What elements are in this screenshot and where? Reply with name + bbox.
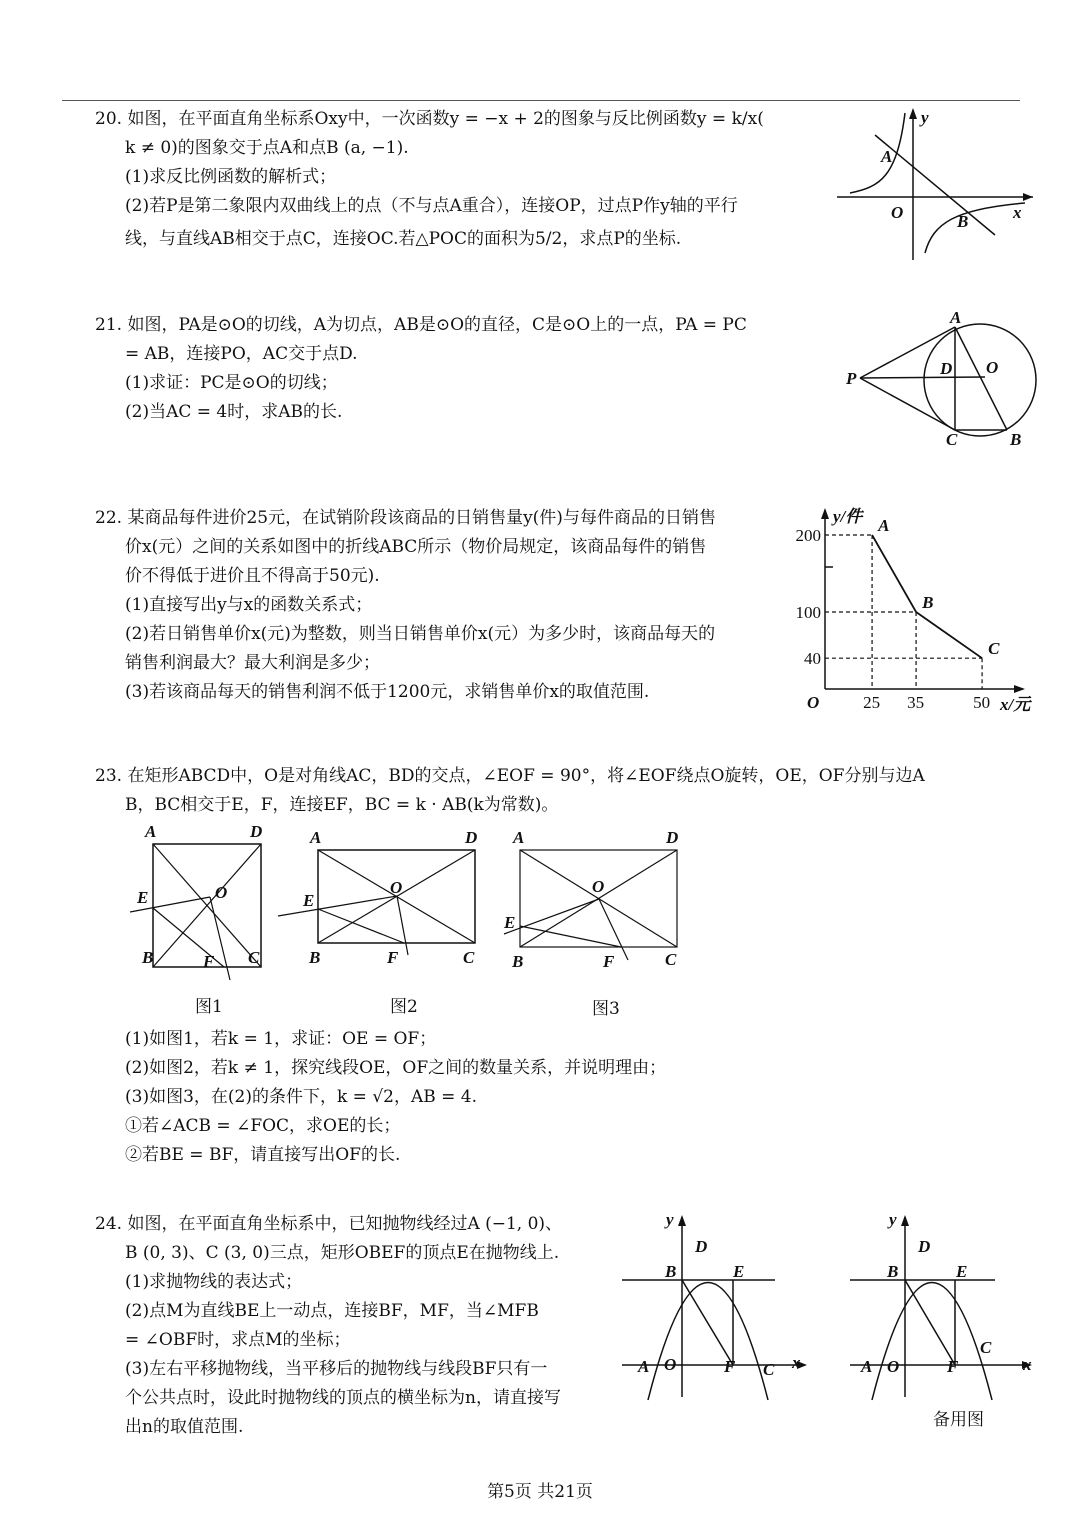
q22-y-arrow (821, 508, 829, 519)
q21-line2: = AB，连接PO，AC交于点D. (125, 344, 358, 364)
problem-23-questions (125, 1025, 666, 1170)
svg-text:D: D (465, 828, 478, 847)
svg-text:F: F (203, 952, 215, 971)
q21-pc (860, 378, 955, 430)
q22-line4: (1)直接写出y与x的函数关系式； (125, 595, 373, 615)
q22-xtick-50: 50 (973, 693, 991, 712)
q20-label-y: y (921, 108, 929, 127)
q23-fig2-caption: 图2 (390, 997, 418, 1017)
svg-text:C: C (980, 1338, 992, 1357)
q21-label-d: D (940, 359, 953, 378)
q24-parabola (648, 1283, 768, 1401)
header-rule (62, 100, 1020, 101)
svg-text:y: y (889, 1210, 897, 1229)
svg-text:O: O (215, 883, 228, 902)
q21-line1: 21. 如图，PA是⊙O的切线，A为切点，AB是⊙O的直径，C是⊙O上的一点，PA = PC (95, 315, 747, 335)
svg-text:F: F (724, 1357, 736, 1376)
svg-text:C: C (463, 948, 475, 967)
q24-figure-main (620, 1205, 820, 1405)
q22-line1: 22. 某商品每件进价25元，在试销阶段该商品的日销售量y(件)与每件商品的日销售 (95, 508, 716, 528)
q22-line6: 销售利润最大？最大利润是多少； (125, 653, 380, 673)
q23-line6: ①若∠ACB = ∠FOC，求OE的长； (125, 1116, 401, 1136)
q24-line7: 个公共点时，设此时抛物线的顶点的横坐标为n，请直接写 (125, 1388, 561, 1408)
q22-ytick-100: 100 (795, 603, 821, 622)
svg-text:D: D (666, 828, 679, 847)
q24-backup-caption: 备用图 (933, 1410, 984, 1430)
q24-line2: B (0, 3)、C (3, 0)三点，矩形OBEF的顶点E在抛物线上. (125, 1243, 560, 1263)
svg-text:B: B (142, 948, 154, 967)
q20-line5: 线，与直线AB相交于点C，连接OC.若△POC的面积为5/2，求点P的坐标. (125, 229, 682, 249)
svg-text:C: C (665, 950, 677, 969)
q24-line4: (2)点M为直线BE上一动点，连接BF，MF，当∠MFB (125, 1301, 539, 1321)
q23-line3: (1)如图1，若k = 1，求证：OE = OF； (125, 1029, 437, 1049)
q20-hyperbola-right (925, 203, 1025, 253)
svg-text:F: F (387, 948, 399, 967)
q23-line2: B，BC相交于E，F，连接EF，BC = k · AB(k为常数)。 (125, 795, 559, 815)
svg-text:A: A (861, 1357, 873, 1376)
q21-line3: (1)求证：PC是⊙O的切线； (125, 373, 338, 393)
svg-text:B: B (665, 1262, 677, 1281)
q22-guides (825, 535, 982, 689)
q20-line2: k ≠ 0)的图象交于点A和点B (a, −1). (125, 138, 409, 158)
q20-y-arrow (909, 108, 917, 119)
q24-line1: 24. 如图，在平面直角坐标系中，已知抛物线经过A (−1, 0)、 (95, 1214, 563, 1234)
q23-line5: (3)如图3，在(2)的条件下，k = √2，AB = 4. (125, 1087, 478, 1107)
svg-text:F: F (947, 1357, 959, 1376)
q23-line4: (2)如图2，若k ≠ 1，探究线段OE，OF之间的数量关系，并说明理由； (125, 1058, 667, 1078)
q24-line8: 出n的取值范围. (125, 1417, 244, 1437)
q22-xtick-25: 25 (863, 693, 881, 712)
svg-text:D: D (695, 1237, 708, 1256)
svg-text:E: E (137, 888, 149, 907)
svg-text:x: x (1023, 1355, 1032, 1374)
svg-text:O: O (390, 878, 403, 897)
svg-text:B: B (887, 1262, 899, 1281)
q22-point-label-A: A (878, 516, 890, 535)
q21-label-a: A (950, 308, 962, 327)
problem-20 (95, 105, 764, 254)
q24-line5: = ∠OBF时，求点M的坐标； (125, 1330, 351, 1350)
q22-xtick-35: 35 (907, 693, 925, 712)
q24-line6: (3)左右平移抛物线，当平移后的抛物线与线段BF只有一 (125, 1359, 548, 1379)
q22-x-arrow (1014, 685, 1025, 693)
q22-point-label-C: C (988, 639, 1000, 659)
q21-ab (955, 327, 1007, 430)
q24-figure-backup (845, 1205, 1045, 1435)
svg-text:O: O (592, 877, 605, 896)
q22-ylabel: y/件 (833, 507, 863, 526)
svg-text:B: B (309, 948, 321, 967)
q23-fig2 (278, 828, 477, 1017)
q20-label-o: O (891, 203, 904, 222)
q22-labels (796, 516, 1001, 712)
svg-text:E: E (504, 913, 516, 932)
q20-label-a: A (881, 147, 893, 166)
svg-text:E: E (303, 891, 315, 910)
q22-line3: 价不得低于进价且不得高于50元). (125, 566, 380, 586)
q21-label-p: P (846, 369, 857, 388)
q22-ytick-200: 200 (795, 526, 821, 545)
q20-figure (835, 105, 1035, 265)
q22-origin-label: O (807, 693, 820, 712)
q22-chart (785, 500, 1045, 720)
svg-text:A: A (638, 1357, 650, 1376)
q20-line4: (2)若P是第二象限内双曲线上的点（不与点A重合），连接OP，过点P作y轴的平行 (125, 196, 738, 216)
q21-label-o: O (986, 358, 999, 377)
svg-text:C: C (248, 948, 260, 967)
q20-line1: 20. 如图，在平面直角坐标系Oxy中，一次函数y = −x + 2的图象与反比例函数y = k/x( (95, 109, 764, 129)
problem-21 (95, 311, 747, 427)
q20-label-b: B (957, 212, 969, 231)
svg-text:x: x (792, 1353, 801, 1372)
q21-label-c: C (946, 430, 958, 449)
q23-fig1 (130, 822, 262, 1017)
q23-figures (120, 820, 720, 1030)
q23-line1: 23. 在矩形ABCD中，O是对角线AC，BD的交点，∠EOF = 90°，将∠EOF绕点O旋转，OE，OF分别与边A (95, 766, 925, 786)
q21-circle (924, 324, 1036, 436)
svg-text:A: A (310, 828, 322, 847)
q21-label-b: B (1010, 430, 1022, 449)
svg-text:A: A (513, 828, 525, 847)
q21-figure (840, 305, 1045, 455)
problem-23 (95, 762, 925, 820)
q20-x-arrow (1023, 193, 1033, 201)
q23-fig1-caption: 图1 (195, 997, 223, 1017)
q22-line2: 价x(元）之间的关系如图中的折线ABC所示（物价局规定，该商品每件的销售 (125, 537, 707, 557)
svg-text:O: O (887, 1357, 900, 1376)
q23-fig3 (503, 828, 678, 1019)
svg-text:E: E (733, 1262, 745, 1281)
svg-text:B: B (512, 952, 524, 971)
q23-fig3-caption: 图3 (592, 999, 620, 1019)
svg-text:D: D (918, 1237, 931, 1256)
svg-text:y: y (666, 1210, 674, 1229)
svg-text:C: C (763, 1360, 775, 1379)
svg-text:O: O (664, 1355, 677, 1374)
svg-text:D: D (250, 822, 263, 841)
q21-po (860, 377, 985, 378)
q22-line5: (2)若日销售单价x(元)为整数，则当日销售单价x(元）为多少时，该商品每天的 (125, 624, 716, 644)
q23-line7: ②若BE = BF，请直接写出OF的长. (125, 1145, 401, 1165)
problem-24 (95, 1210, 562, 1442)
q22-line7: (3)若该商品每天的销售利润不低于1200元，求销售单价x的取值范围. (125, 682, 650, 702)
q20-label-x: x (1013, 203, 1022, 222)
svg-text:F: F (603, 952, 615, 971)
q24-line3: (1)求抛物线的表达式； (125, 1272, 303, 1292)
q22-xlabel: x/元 (1000, 695, 1031, 714)
q22-ytick-40: 40 (804, 649, 821, 669)
q22-point-label-B: B (922, 593, 934, 612)
svg-text:A: A (145, 822, 157, 841)
page-footer: 第5页 共21页 (487, 1482, 593, 1502)
svg-text:E: E (956, 1262, 968, 1281)
problem-22 (95, 504, 716, 707)
q21-line4: (2)当AC = 4时，求AB的长. (125, 402, 343, 422)
q20-line3: (1)求反比例函数的解析式； (125, 167, 337, 187)
